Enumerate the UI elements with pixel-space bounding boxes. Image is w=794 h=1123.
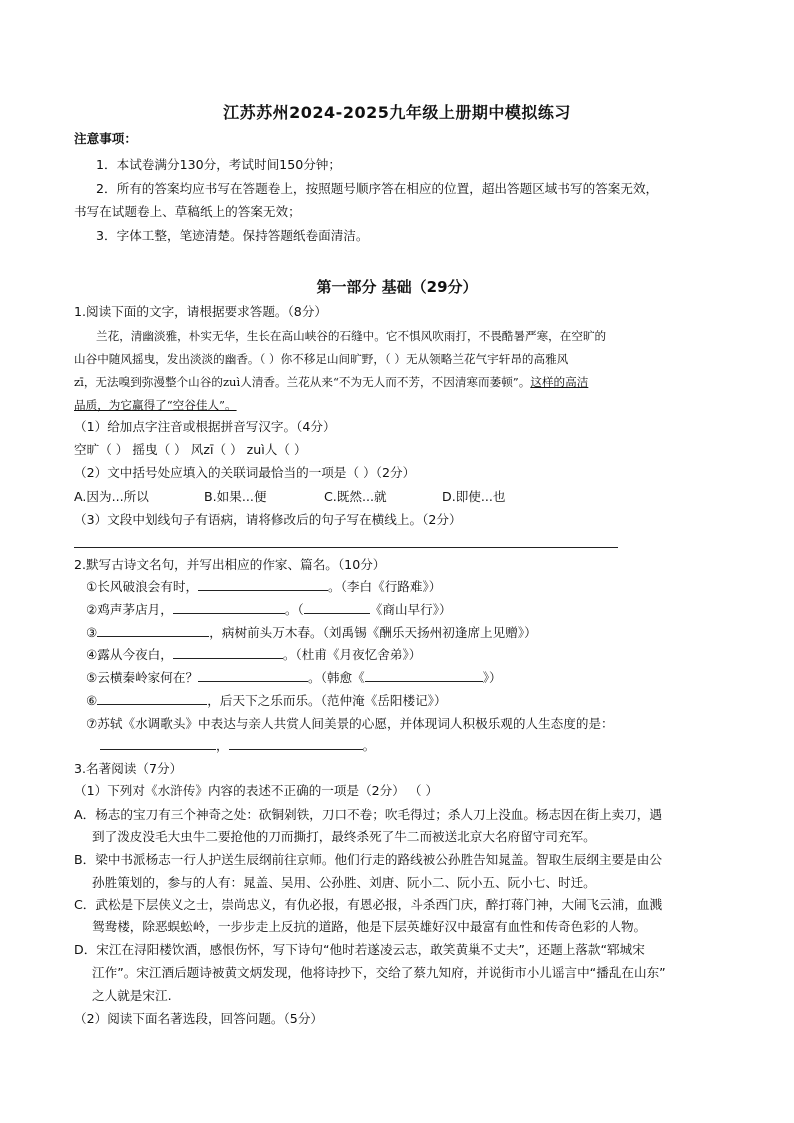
q1-underlined-sentence-start: 这样的高洁 — [530, 375, 589, 389]
q1-sub2-stem: （2）文中括号处应填入的关联词最恰当的一项是（ ）（2分） — [74, 465, 416, 480]
q2-l5-close: 》） — [482, 670, 502, 685]
q2-l4-source: 。（杜甫《月夜忆舍弟》） — [282, 647, 422, 662]
q3-option-d-line-2: 江作”。宋江酒后题诗被黄文炳发现，他将诗抄下，交给了蔡九知府，并说街市小儿谣言中“播乱在山东” — [92, 965, 666, 980]
q3-option-b-line-2: 孙胜策划的，参与的人有：晁盖、吴用、公孙胜、刘唐、阮小二、阮小五、阮小七、时迁。 — [92, 875, 596, 890]
note-2-line-1: 2．所有的答案均应书写在答题卷上，按照题号顺序答在相应的位置，超出答题区域书写的答案无效， — [96, 181, 659, 196]
q2-line-1 — [86, 578, 441, 596]
blank — [100, 737, 216, 750]
blank — [97, 692, 207, 705]
q1-passage-line-1: 兰花，清幽淡雅，朴实无华，生长在高山峡谷的石缝中。它不惧风吹雨打，不畏酷暑严寒，在空旷的 — [96, 329, 607, 343]
option-c: C.既然...就 — [324, 489, 387, 504]
blank — [304, 601, 370, 614]
q2-l2-source: 《商山早行》） — [369, 602, 452, 617]
q1-sub3-stem: （3）文段中划线句子有语病，请将修改后的句子写在横线上。（2分） — [74, 512, 462, 527]
blank — [198, 578, 328, 591]
q1-passage-line-2: 山谷中随风摇曳，发出淡淡的幽香。（ ）你不移足山间旷野，（ ）无从领略兰花气宇轩昂的高雅风 — [74, 352, 569, 366]
q2-line-6 — [86, 692, 447, 710]
q1-sub1-stem: （1）给加点字注音或根据拼音写汉字。（4分） — [74, 419, 336, 434]
q1-passage-text: zī，无法嗅到弥漫整个山谷的zuì人清香。兰花从来“不为无人而不芳，不因清寒而萎顿”。 — [74, 375, 531, 389]
q2-l4-text: ④露从今夜白， — [86, 647, 173, 662]
blank — [198, 669, 308, 682]
blank — [365, 669, 483, 682]
q1-passage-line-3 — [74, 373, 588, 391]
blank — [97, 624, 209, 637]
q2-l6-text: ，后天下之乐而乐。（范仲淹《岳阳楼记》） — [207, 693, 447, 708]
blank — [173, 646, 283, 659]
q2-l7-period: 。 — [362, 738, 376, 753]
q2-l5-text: ⑤云横秦岭家何在？ — [86, 670, 199, 685]
q3-option-d-line-1: D．宋江在浔阳楼饮酒，感恨伤怀，写下诗句“他时若遂凌云志，敢笑黄巢不丈夫”，还题上落款“郓城宋 — [74, 942, 645, 957]
blank — [229, 737, 363, 750]
q1-underlined-sentence-end: 品质，为它赢得了“空谷佳人”。 — [74, 398, 237, 412]
q3-option-b-line-1: B．梁中书派杨志一行人护送生辰纲前往京师。他们行走的路线被公孙胜告知晁盖。智取生辰纲主要是由公 — [74, 852, 662, 867]
q2-line-4 — [86, 646, 421, 664]
q2-l5-author: 。（韩愈《 — [308, 670, 365, 685]
q2-l7-comma: ， — [216, 738, 229, 753]
q2-l2-sep: 。（ — [284, 602, 304, 617]
q3-sub2-stem: （2）阅读下面名著选段，回答问题。（5分） — [74, 1011, 324, 1026]
option-b: B.如果...便 — [204, 489, 267, 504]
q2-line-7: ⑦苏轼《水调歌头》中表达与亲人共赏人间美景的心愿，并体现词人积极乐观的人生态度的是： — [86, 716, 614, 731]
q1-stem: 1.阅读下面的文字，请根据要求答题。（8分） — [74, 304, 328, 319]
page-title: 江苏苏州2024-2025九年级上册期中模拟练习 — [223, 103, 571, 122]
option-d: D.即使...也 — [442, 489, 506, 504]
q2-l3-text: ，病树前头万木春。（刘禹锡《酬乐天扬州初逢席上见赠》） — [209, 625, 537, 640]
q3-option-d-line-3: 之人就是宋江. — [92, 988, 172, 1003]
q3-option-c-line-2: 鸳鸯楼，除恶蜈蚣岭，一步步走上反抗的道路，他是下层英雄好汉中最富有血性和传奇色彩的人物。 — [92, 919, 647, 934]
notes-heading: 注意事项： — [74, 131, 137, 146]
note-2-line-2: 书写在试题卷上、草稿纸上的答案无效； — [74, 204, 301, 219]
note-1: 1．本试卷满分130分，考试时间150分钟； — [96, 157, 341, 172]
blank — [173, 601, 285, 614]
q2-l1-text: ①长风破浪会有时， — [86, 579, 199, 594]
q3-sub1-stem: （1）下列对《水浒传》内容的表述不正确的一项是（2分） （ ） — [74, 783, 439, 798]
q3-option-c-line-1: C．武松是下层侠义之士，崇尚忠义，有仇必报，有恩必报，斗杀西门庆，醉打蒋门神，大闹飞云浦，血溅 — [74, 897, 663, 912]
option-a: A.因为...所以 — [74, 489, 149, 504]
q2-l1-source: 。（李白《行路难》） — [328, 579, 442, 594]
q1-answer-line — [74, 547, 618, 548]
q3-stem: 3.名著阅读（7分） — [74, 761, 183, 776]
q2-l3-num: ③ — [86, 625, 98, 640]
q2-stem: 2.默写古诗文名句，并写出相应的作家、篇名。（10分） — [74, 557, 386, 572]
q2-line-2 — [86, 601, 452, 619]
part-one-heading: 第一部分 基础（29分） — [316, 278, 478, 296]
q1-sub1-answers: 空旷（ ） 摇曳（ ） 风zī（ ） zuì人（ ） — [74, 442, 307, 457]
q2-line-3 — [86, 624, 537, 642]
q3-option-a-line-2: 到了泼皮没毛大虫牛二要抢他的刀而撕打，最终杀死了牛二而被送北京大名府留守司充军。 — [92, 829, 596, 844]
q2-line-5 — [86, 669, 502, 687]
note-3: 3．字体工整，笔迹清楚。保持答题纸卷面清洁。 — [96, 228, 369, 243]
q2-l6-num: ⑥ — [86, 693, 98, 708]
q2-line-7-blanks — [100, 737, 375, 755]
q2-l2-text: ②鸡声茅店月， — [86, 602, 173, 617]
q3-option-a-line-1: A．杨志的宝刀有三个神奇之处：砍铜剁铁，刀口不卷；吹毛得过；杀人刀上没血。杨志因在街上卖刀，遇 — [74, 807, 662, 822]
